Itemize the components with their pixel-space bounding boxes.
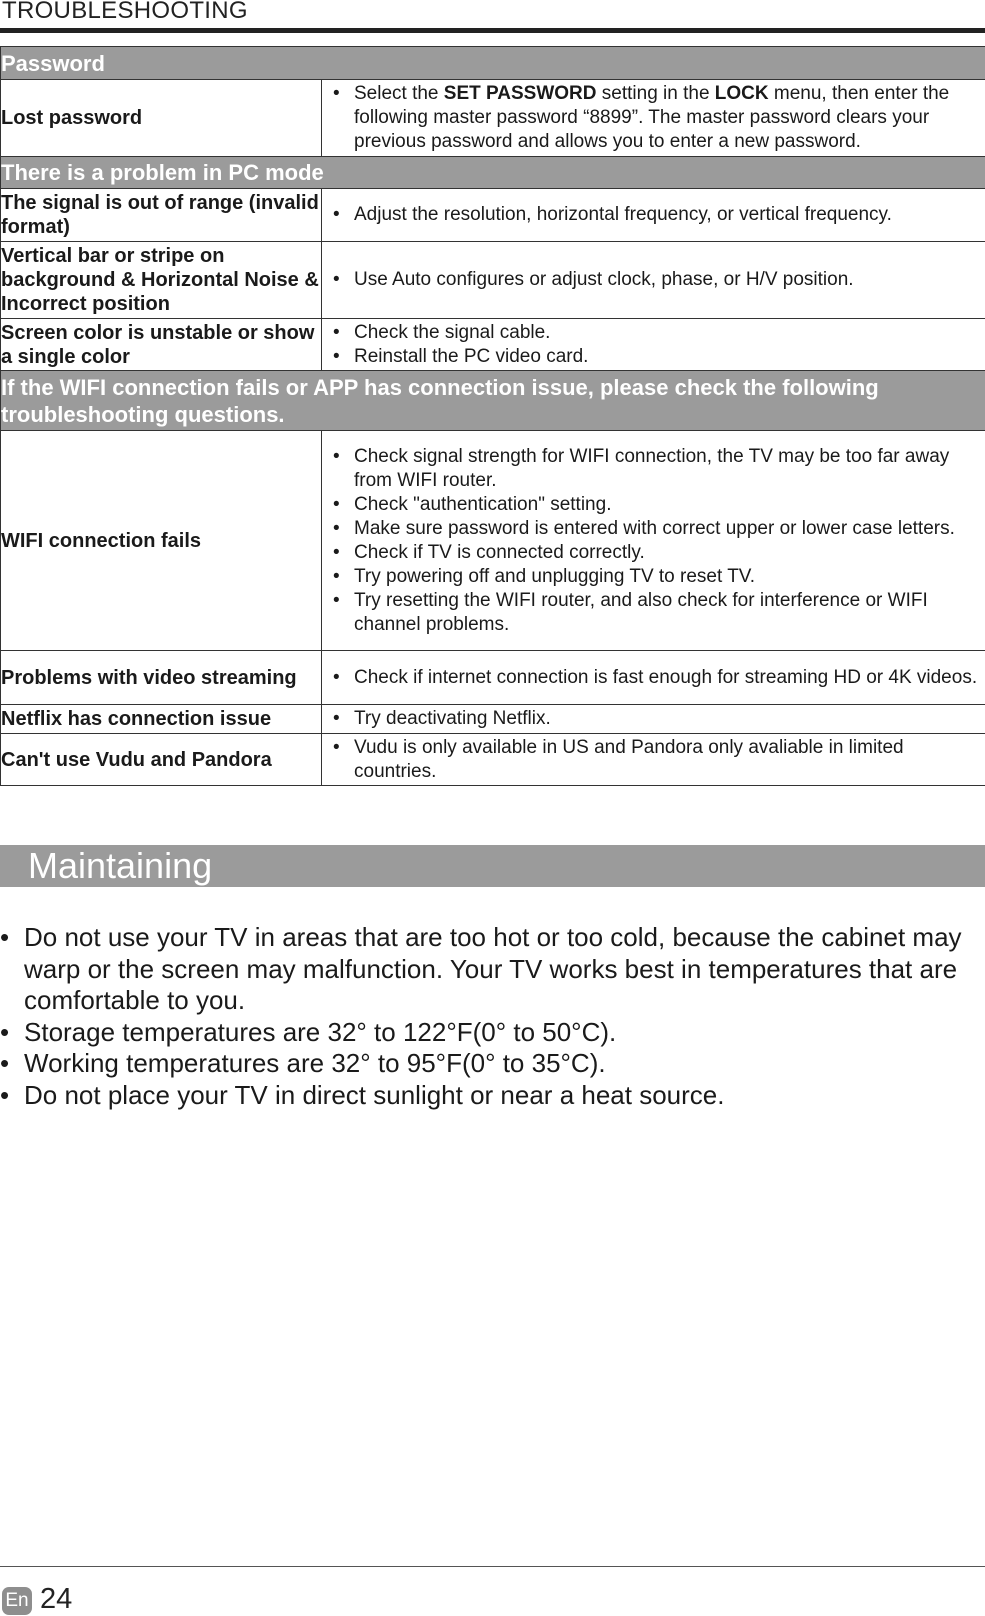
- header-rule: [0, 28, 985, 33]
- list-item: • Use Auto configures or adjust clock, phase, or H/V position.: [322, 268, 985, 292]
- set-password-term: SET PASSWORD: [443, 83, 597, 104]
- fix-lost-password: [322, 80, 985, 157]
- footer-rule: [0, 1566, 985, 1567]
- maintaining-title: Maintaining: [28, 845, 213, 886]
- list-item: • Check if internet connection is fast enough for streaming HD or 4K videos.: [322, 666, 985, 690]
- section-row-wifi: [1, 371, 985, 431]
- list-item: • Vudu is only available in US and Pandora only avaliable in limited countries.: [322, 736, 985, 784]
- problem-lost-password: Lost password: [1, 80, 322, 157]
- table-row: [1, 319, 985, 371]
- problem-video-streaming: Problems with video streaming: [1, 651, 322, 705]
- fix-wifi-fails: [322, 431, 985, 651]
- page-title: TROUBLESHOOTING: [2, 0, 248, 24]
- list-item: • Do not place your TV in direct sunlight or near a heat source.: [0, 1080, 985, 1112]
- list-item: • Do not use your TV in areas that are too hot or too cold, because the cabinet may warp or the screen may malfunction. Your TV works best in temperatures that are comfortable to you.: [0, 922, 985, 1017]
- problem-vertical-bar: Vertical bar or stripe on background & Horizontal Noise & Incorrect position: [1, 242, 322, 319]
- problem-netflix: Netflix has connection issue: [1, 705, 322, 734]
- maintaining-list: [0, 922, 985, 1111]
- section-row-pc-mode: [1, 157, 985, 189]
- section-row-password: [1, 47, 985, 80]
- problem-out-of-range: The signal is out of range (invalid format): [1, 189, 322, 242]
- table-row: [1, 651, 985, 705]
- page-number: 24: [40, 1583, 73, 1615]
- list-item: • Select the SET PASSWORD setting in the LOCK menu, then enter the following master password “8899”. The master password clears your previous password and allows you to enter a new password.: [322, 82, 985, 154]
- list-item: • Check "authentication" setting.: [322, 493, 985, 517]
- list-item: • Reinstall the PC video card.: [322, 345, 985, 369]
- list-item: • Storage temperatures are 32° to 122°F(0° to 50°C).: [0, 1017, 985, 1049]
- table-row: [1, 189, 985, 242]
- list-item: • Check the signal cable.: [322, 321, 985, 345]
- section-title-password: Password: [1, 47, 985, 80]
- table-row: [1, 734, 985, 786]
- list-item: • Check if TV is connected correctly.: [322, 541, 985, 565]
- table-row: [1, 80, 985, 157]
- problem-wifi-fails: WIFI connection fails: [1, 431, 322, 651]
- list-item: • Working temperatures are 32° to 95°F(0° to 35°C).: [0, 1048, 985, 1080]
- problem-vudu-pandora: Can't use Vudu and Pandora: [1, 734, 322, 786]
- troubleshooting-table: [0, 46, 985, 786]
- table-row: [1, 705, 985, 734]
- language-badge: En: [2, 1587, 32, 1615]
- fix-vertical-bar: [322, 242, 985, 319]
- list-item: • Make sure password is entered with correct upper or lower case letters.: [322, 517, 985, 541]
- list-item: • Adjust the resolution, horizontal frequency, or vertical frequency.: [322, 203, 985, 227]
- list-item: • Check signal strength for WIFI connection, the TV may be too far away from WIFI router.: [322, 445, 985, 493]
- list-item: • Try deactivating Netflix.: [322, 707, 985, 731]
- list-item: • Try resetting the WIFI router, and also check for interference or WIFI channel problems.: [322, 589, 985, 637]
- section-title-wifi: If the WIFI connection fails or APP has connection issue, please check the following troubleshooting questions.: [1, 371, 985, 431]
- maintaining-header: [0, 845, 985, 887]
- list-item: • Try powering off and unplugging TV to reset TV.: [322, 565, 985, 589]
- fix-out-of-range: [322, 189, 985, 242]
- lock-menu-term: LOCK: [714, 83, 769, 104]
- table-row: [1, 242, 985, 319]
- fix-netflix: [322, 705, 985, 734]
- fix-vudu-pandora: [322, 734, 985, 786]
- section-title-pc-mode: There is a problem in PC mode: [1, 157, 985, 189]
- fix-screen-color: [322, 319, 985, 371]
- table-row: [1, 431, 985, 651]
- fix-video-streaming: [322, 651, 985, 705]
- problem-screen-color: Screen color is unstable or show a single color: [1, 319, 322, 371]
- page-header: [0, 0, 985, 34]
